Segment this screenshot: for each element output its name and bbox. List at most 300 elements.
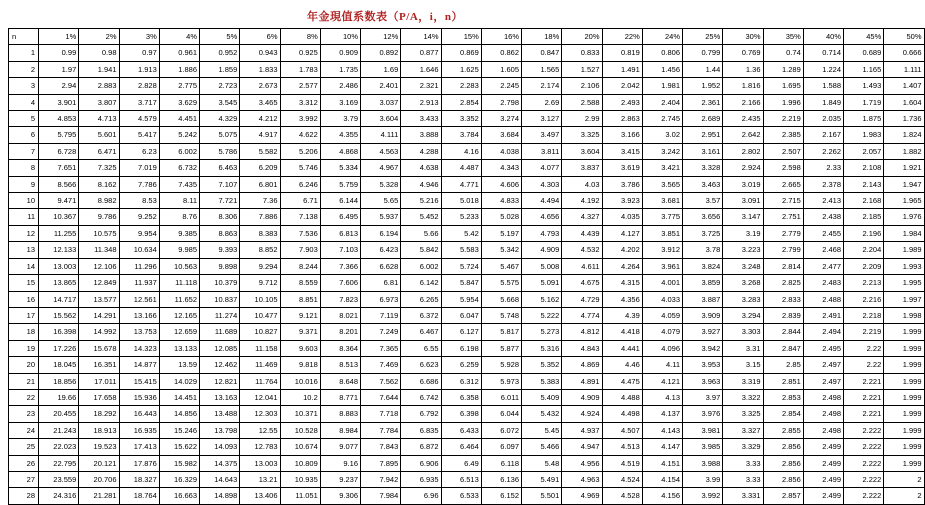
table-cell: 2.493 — [602, 94, 642, 110]
table-cell: 3.927 — [683, 324, 723, 340]
table-cell: 8.76 — [159, 209, 199, 225]
table-cell: 3.091 — [723, 193, 763, 209]
table-body — [9, 45, 925, 504]
header-cell-14pct: 14% — [401, 29, 441, 45]
table-cell: 2.833 — [763, 291, 803, 307]
table-cell: 4.212 — [240, 111, 280, 127]
table-cell: 12.106 — [79, 258, 119, 274]
row-header-period: 14 — [9, 258, 39, 274]
table-cell: 2.219 — [844, 324, 884, 340]
table-cell: 3.248 — [723, 258, 763, 274]
table-cell: 0.909 — [320, 45, 360, 61]
table-cell: 0.799 — [683, 45, 723, 61]
table-cell: 5.316 — [522, 340, 562, 356]
table-cell: 4.439 — [562, 225, 602, 241]
row-header-period: 15 — [9, 275, 39, 291]
table-cell: 11.652 — [159, 291, 199, 307]
table-cell: 11.118 — [159, 275, 199, 291]
table-cell: 3.325 — [723, 406, 763, 422]
table-cell: 4.111 — [361, 127, 401, 143]
table-cell: 9.371 — [280, 324, 320, 340]
table-cell: 4.513 — [602, 439, 642, 455]
table-cell: 4.563 — [361, 143, 401, 159]
table-cell: 17.011 — [79, 373, 119, 389]
table-cell: 5.233 — [441, 209, 481, 225]
table-cell: 8.364 — [320, 340, 360, 356]
table-cell: 15.678 — [79, 340, 119, 356]
table-cell: 6.906 — [401, 455, 441, 471]
table-cell: 10.371 — [280, 406, 320, 422]
table-cell: 5.847 — [441, 275, 481, 291]
present-value-annuity-table — [8, 28, 925, 505]
table-cell: 4.812 — [562, 324, 602, 340]
table-cell: 11.764 — [240, 373, 280, 389]
row-header-period: 20 — [9, 357, 39, 373]
table-row — [9, 291, 925, 307]
table-cell: 16.935 — [119, 422, 159, 438]
table-cell: 2.33 — [803, 160, 843, 176]
table-cell: 3.909 — [683, 307, 723, 323]
table-cell: 6.464 — [441, 439, 481, 455]
table-cell: 9.252 — [119, 209, 159, 225]
table-cell: 12.561 — [119, 291, 159, 307]
table-cell: 2.222 — [844, 439, 884, 455]
table-cell: 11.274 — [200, 307, 240, 323]
table-cell: 14.323 — [119, 340, 159, 356]
table-cell: 5.432 — [522, 406, 562, 422]
table-cell: 3.545 — [200, 94, 240, 110]
table-cell: 6.728 — [39, 143, 79, 159]
table-cell: 3.859 — [683, 275, 723, 291]
table-cell: 2.499 — [803, 439, 843, 455]
table-cell: 2.167 — [803, 127, 843, 143]
table-cell: 1.695 — [763, 78, 803, 94]
table-cell: 1.999 — [884, 406, 924, 422]
table-cell: 1.999 — [884, 439, 924, 455]
table-cell: 3.976 — [683, 406, 723, 422]
row-header-period: 5 — [9, 111, 39, 127]
table-cell: 12.303 — [240, 406, 280, 422]
table-cell: 2.22 — [844, 340, 884, 356]
table-cell: 5.008 — [522, 258, 562, 274]
table-cell: 2.378 — [803, 176, 843, 192]
table-cell: 4.288 — [401, 143, 441, 159]
table-cell: 4.891 — [562, 373, 602, 389]
table-cell: 0.892 — [361, 45, 401, 61]
table-cell: 4.675 — [562, 275, 602, 291]
table-cell: 4.079 — [642, 324, 682, 340]
table-cell: 5.091 — [522, 275, 562, 291]
table-cell: 14.877 — [119, 357, 159, 373]
table-cell: 4.909 — [522, 242, 562, 258]
table-cell: 22.795 — [39, 455, 79, 471]
table-cell: 4.475 — [602, 373, 642, 389]
table-cell: 2.455 — [803, 225, 843, 241]
table-cell: 4.771 — [441, 176, 481, 192]
table-cell: 0.833 — [562, 45, 602, 61]
table-cell: 17.876 — [119, 455, 159, 471]
table-cell: 3.415 — [602, 143, 642, 159]
table-cell: 4.606 — [481, 176, 521, 192]
table-cell: 1.998 — [884, 307, 924, 323]
table-cell: 4.077 — [522, 160, 562, 176]
table-cell: 6.433 — [441, 422, 481, 438]
table-cell: 2 — [884, 488, 924, 504]
table-cell: 21.281 — [79, 488, 119, 504]
table-cell: 5.417 — [119, 127, 159, 143]
table-cell: 15.982 — [159, 455, 199, 471]
table-cell: 3.923 — [602, 193, 642, 209]
header-cell-24pct: 24% — [642, 29, 682, 45]
table-cell: 1.993 — [884, 258, 924, 274]
table-cell: 0.847 — [522, 45, 562, 61]
table-cell: 3.31 — [723, 340, 763, 356]
table-cell: 6.463 — [200, 160, 240, 176]
table-cell: 4.638 — [401, 160, 441, 176]
table-row — [9, 242, 925, 258]
table-cell: 3.807 — [79, 94, 119, 110]
table-cell: 9.818 — [280, 357, 320, 373]
table-cell: 1.913 — [119, 61, 159, 77]
row-header-period: 9 — [9, 176, 39, 192]
header-cell-2pct: 2% — [79, 29, 119, 45]
table-cell: 6.142 — [401, 275, 441, 291]
table-cell: 9.393 — [200, 242, 240, 258]
table-cell: 6.49 — [441, 455, 481, 471]
table-cell: 4.16 — [441, 143, 481, 159]
header-cell-15pct: 15% — [441, 29, 481, 45]
table-cell: 6.471 — [79, 143, 119, 159]
table-cell: 7.721 — [200, 193, 240, 209]
table-cell: 2.851 — [763, 373, 803, 389]
table-cell: 12.041 — [240, 389, 280, 405]
table-cell: 1.875 — [844, 111, 884, 127]
table-cell: 5.197 — [481, 225, 521, 241]
table-cell: 2.588 — [562, 94, 602, 110]
table-cell: 10.837 — [200, 291, 240, 307]
table-cell: 12.462 — [200, 357, 240, 373]
table-cell: 4.946 — [401, 176, 441, 192]
table-cell: 4.127 — [602, 225, 642, 241]
table-cell: 6.872 — [401, 439, 441, 455]
table-cell: 14.898 — [200, 488, 240, 504]
table-cell: 10.575 — [79, 225, 119, 241]
table-cell: 6.118 — [481, 455, 521, 471]
table-cell: 2.854 — [763, 406, 803, 422]
table-cell: 2.204 — [844, 242, 884, 258]
table-cell: 19.66 — [39, 389, 79, 405]
table-cell: 5.954 — [441, 291, 481, 307]
table-cell: 7.903 — [280, 242, 320, 258]
table-cell: 13.133 — [159, 340, 199, 356]
table-cell: 17.413 — [119, 439, 159, 455]
table-cell: 5.937 — [361, 209, 401, 225]
table-cell: 10.477 — [240, 307, 280, 323]
table-cell: 6.55 — [401, 340, 441, 356]
table-cell: 3.166 — [602, 127, 642, 143]
table-cell: 4.329 — [200, 111, 240, 127]
table-cell: 0.819 — [602, 45, 642, 61]
table-cell: 15.246 — [159, 422, 199, 438]
table-cell: 2.106 — [562, 78, 602, 94]
table-cell: 3.352 — [441, 111, 481, 127]
table-cell: 5.075 — [200, 127, 240, 143]
table-cell: 0.943 — [240, 45, 280, 61]
row-header-period: 16 — [9, 291, 39, 307]
table-cell: 3.79 — [320, 111, 360, 127]
table-cell: 20.455 — [39, 406, 79, 422]
table-cell: 0.806 — [642, 45, 682, 61]
header-cell-30pct: 30% — [723, 29, 763, 45]
table-cell: 16.351 — [79, 357, 119, 373]
header-cell-35pct: 35% — [763, 29, 803, 45]
table-cell: 6.002 — [159, 143, 199, 159]
table-cell: 3.988 — [683, 455, 723, 471]
table-cell: 10.528 — [280, 422, 320, 438]
table-cell: 1.407 — [884, 78, 924, 94]
table-cell: 2.166 — [723, 94, 763, 110]
table-cell: 1.36 — [723, 61, 763, 77]
table-cell: 12.133 — [39, 242, 79, 258]
table-cell: 4.192 — [562, 193, 602, 209]
table-cell: 7.786 — [119, 176, 159, 192]
table-cell: 3.656 — [683, 209, 723, 225]
header-cell-22pct: 22% — [602, 29, 642, 45]
table-cell: 10.634 — [119, 242, 159, 258]
table-cell: 4.969 — [562, 488, 602, 504]
table-cell: 2.499 — [803, 488, 843, 504]
table-cell: 7.562 — [361, 373, 401, 389]
table-cell: 2.209 — [844, 258, 884, 274]
table-cell: 4.39 — [602, 307, 642, 323]
row-header-period: 18 — [9, 324, 39, 340]
table-row — [9, 143, 925, 159]
header-cell-12pct: 12% — [361, 29, 401, 45]
table-cell: 12.783 — [240, 439, 280, 455]
table-cell: 6.209 — [240, 160, 280, 176]
header-cell-50pct: 50% — [884, 29, 924, 45]
table-cell: 3.961 — [642, 258, 682, 274]
table-cell: 1.735 — [320, 61, 360, 77]
table-cell: 2.22 — [844, 357, 884, 373]
table-cell: 3.717 — [119, 94, 159, 110]
table-cell: 6.358 — [441, 389, 481, 405]
table-cell: 5.601 — [79, 127, 119, 143]
table-cell: 4.833 — [481, 193, 521, 209]
table-cell: 5.842 — [401, 242, 441, 258]
table-cell: 14.029 — [159, 373, 199, 389]
table-cell: 8.982 — [79, 193, 119, 209]
header-cell-20pct: 20% — [562, 29, 602, 45]
table-cell: 17.658 — [79, 389, 119, 405]
table-cell: 1.565 — [522, 61, 562, 77]
table-cell: 5.452 — [401, 209, 441, 225]
table-cell: 8.771 — [320, 389, 360, 405]
header-cell-25pct: 25% — [683, 29, 723, 45]
table-cell: 6.792 — [401, 406, 441, 422]
table-cell: 3.268 — [723, 275, 763, 291]
table-cell: 5.795 — [39, 127, 79, 143]
table-cell: 5.786 — [200, 143, 240, 159]
table-cell: 3.824 — [683, 258, 723, 274]
table-cell: 1.646 — [401, 61, 441, 77]
table-cell: 2.385 — [763, 127, 803, 143]
table-cell: 2.413 — [803, 193, 843, 209]
table-cell: 2.689 — [683, 111, 723, 127]
table-row — [9, 406, 925, 422]
table-cell: 4.947 — [562, 439, 602, 455]
table-cell: 13.406 — [240, 488, 280, 504]
table-cell: 5.273 — [522, 324, 562, 340]
table-cell: 4.774 — [562, 307, 602, 323]
table-cell: 6.194 — [361, 225, 401, 241]
table-cell: 6.23 — [119, 143, 159, 159]
table-cell: 8.566 — [39, 176, 79, 192]
table-cell: 21.243 — [39, 422, 79, 438]
table-cell: 19.523 — [79, 439, 119, 455]
table-cell: 9.954 — [119, 225, 159, 241]
table-cell: 1.952 — [683, 78, 723, 94]
table-cell: 5.409 — [522, 389, 562, 405]
table-cell: 9.16 — [320, 455, 360, 471]
table-cell: 4.868 — [320, 143, 360, 159]
table-cell: 2.856 — [763, 439, 803, 455]
row-header-period: 13 — [9, 242, 39, 258]
table-cell: 0.925 — [280, 45, 320, 61]
table-cell: 2.723 — [200, 78, 240, 94]
table-cell: 7.984 — [361, 488, 401, 504]
table-row — [9, 471, 925, 487]
table-cell: 4.355 — [320, 127, 360, 143]
table-cell: 15.562 — [39, 307, 79, 323]
table-cell: 8.863 — [200, 225, 240, 241]
table-cell: 3.811 — [522, 143, 562, 159]
table-cell: 1.97 — [39, 61, 79, 77]
table-cell: 9.898 — [200, 258, 240, 274]
table-cell: 7.536 — [280, 225, 320, 241]
table-cell: 5.748 — [481, 307, 521, 323]
table-cell: 9.237 — [320, 471, 360, 487]
table-cell: 8.244 — [280, 258, 320, 274]
table-row — [9, 373, 925, 389]
table-cell: 4.524 — [602, 471, 642, 487]
table-cell: 4.917 — [240, 127, 280, 143]
table-cell: 2.401 — [361, 78, 401, 94]
table-cell: 7.823 — [320, 291, 360, 307]
table-cell: 2.854 — [441, 94, 481, 110]
table-row — [9, 275, 925, 291]
header-cell-6pct: 6% — [240, 29, 280, 45]
table-cell: 4.611 — [562, 258, 602, 274]
table-cell: 2.775 — [159, 78, 199, 94]
table-cell: 3.242 — [642, 143, 682, 159]
table-cell: 1.493 — [844, 78, 884, 94]
table-cell: 11.051 — [280, 488, 320, 504]
table-cell: 6.533 — [441, 488, 481, 504]
table-cell: 4.035 — [602, 209, 642, 225]
table-cell: 2.222 — [844, 422, 884, 438]
table-cell: 1.491 — [602, 61, 642, 77]
row-header-period: 19 — [9, 340, 39, 356]
table-cell: 4.001 — [642, 275, 682, 291]
table-cell: 3.684 — [481, 127, 521, 143]
table-cell: 2.185 — [844, 209, 884, 225]
table-cell: 2.99 — [562, 111, 602, 127]
table-cell: 8.513 — [320, 357, 360, 373]
table-cell: 13.21 — [240, 471, 280, 487]
table-cell: 5.352 — [522, 357, 562, 373]
table-row — [9, 340, 925, 356]
table-cell: 3.33 — [723, 455, 763, 471]
table-cell: 4.154 — [642, 471, 682, 487]
table-cell: 7.366 — [320, 258, 360, 274]
table-cell: 6.71 — [280, 193, 320, 209]
table-cell: 4.793 — [522, 225, 562, 241]
table-cell: 0.98 — [79, 45, 119, 61]
table-cell: 2.143 — [844, 176, 884, 192]
table-cell: 1.984 — [884, 225, 924, 241]
table-cell: 11.689 — [200, 324, 240, 340]
row-header-period: 22 — [9, 389, 39, 405]
table-cell: 7.895 — [361, 455, 401, 471]
table-cell: 3.329 — [723, 439, 763, 455]
table-cell: 4.507 — [602, 422, 642, 438]
table-cell: 0.689 — [844, 45, 884, 61]
table-cell: 1.816 — [723, 78, 763, 94]
table-cell: 13.59 — [159, 357, 199, 373]
table-cell: 1.882 — [884, 143, 924, 159]
table-cell: 2.856 — [763, 471, 803, 487]
table-cell: 3.681 — [642, 193, 682, 209]
table-cell: 14.717 — [39, 291, 79, 307]
table-cell: 3.274 — [481, 111, 521, 127]
table-cell: 10.563 — [159, 258, 199, 274]
table-cell: 3.992 — [280, 111, 320, 127]
table-cell: 5.334 — [320, 160, 360, 176]
table-cell: 6.372 — [401, 307, 441, 323]
table-cell: 4.729 — [562, 291, 602, 307]
table-cell: 4.13 — [642, 389, 682, 405]
table-cell: 1.995 — [884, 275, 924, 291]
table-cell: 3.019 — [723, 176, 763, 192]
table-cell: 10.105 — [240, 291, 280, 307]
header-cell-45pct: 45% — [844, 29, 884, 45]
table-cell: 5.466 — [522, 439, 562, 455]
table-cell: 11.296 — [119, 258, 159, 274]
table-cell: 3.127 — [522, 111, 562, 127]
table-cell: 10.379 — [200, 275, 240, 291]
table-cell: 7.843 — [361, 439, 401, 455]
table-cell: 2.498 — [803, 389, 843, 405]
table-cell: 3.942 — [683, 340, 723, 356]
table-row — [9, 307, 925, 323]
table-cell: 6.732 — [159, 160, 199, 176]
table-cell: 2.221 — [844, 406, 884, 422]
table-cell: 6.136 — [481, 471, 521, 487]
table-row — [9, 111, 925, 127]
table-cell: 15.936 — [119, 389, 159, 405]
table-cell: 2.495 — [803, 340, 843, 356]
table-cell: 8.53 — [119, 193, 159, 209]
table-cell: 2.497 — [803, 373, 843, 389]
table-cell: 12.821 — [200, 373, 240, 389]
table-cell: 18.764 — [119, 488, 159, 504]
table-cell: 11.469 — [240, 357, 280, 373]
table-cell: 4.033 — [642, 291, 682, 307]
table-header — [9, 29, 925, 45]
table-cell: 18.856 — [39, 373, 79, 389]
table-cell: 2.498 — [803, 406, 843, 422]
